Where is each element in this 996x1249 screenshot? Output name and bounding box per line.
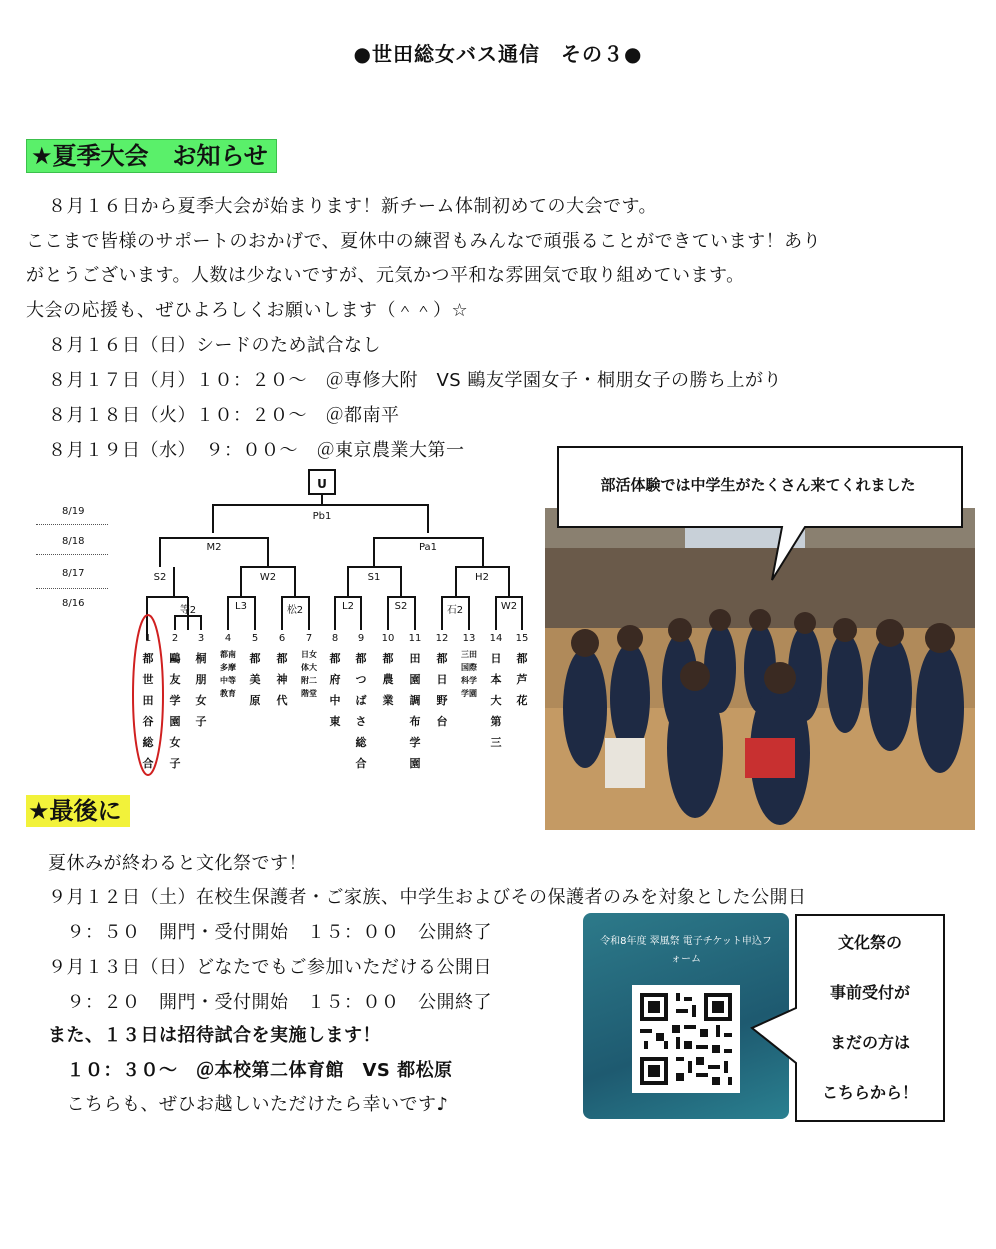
team-name: 都美原 <box>249 652 261 707</box>
body-line: １０：３０～ ＠本校第二体育館 VS 都松原 <box>48 1060 453 1081</box>
team-number: 15 <box>515 633 529 644</box>
team-number: 1 <box>144 633 152 644</box>
photo-caption: 部活体験では中学生がたくさん来てくれました <box>600 476 916 494</box>
photo-speech-bubble <box>550 445 970 590</box>
body-line: ９：５０ 開門・受付開始 １５：００ 公開終了 <box>48 922 492 943</box>
body-line: ここまで皆様のサポートのおかげで、夏休中の練習もみんなで頑張ることができています！あり <box>26 231 822 252</box>
team-name: 都日野台 <box>436 652 448 728</box>
newsletter-title: ●世田総女バス通信 その３● <box>353 42 643 66</box>
team-name: 日女体大附二階堂 <box>301 650 317 698</box>
bracket-date: 8/17 <box>62 568 85 579</box>
bracket-top-label: U <box>317 477 327 491</box>
festival-callout-text: 文化祭の 事前受付が まだの方は こちらから！ <box>821 933 918 1102</box>
schedule-line: ８月１７日（月）１０：２０～ ＠専修大附 VS 鷗友学園女子・桐朋女子の勝ち上がり <box>48 370 782 391</box>
team-number: 2 <box>171 633 179 644</box>
bracket-quarter-label: S2 <box>153 572 167 583</box>
body-line: 夏休みが終わると文化祭です！ <box>48 853 307 874</box>
body-line: 大会の応援も、ぜひよろしくお願いします（＾＾）☆ <box>26 300 469 321</box>
bracket-semi-label: M2 <box>206 542 222 553</box>
section-heading-finally: ★最後に <box>26 795 130 827</box>
team-name: 桐朋女子 <box>195 652 207 728</box>
bracket-r1-label: L2 <box>342 601 354 612</box>
qr-code[interactable] <box>632 985 740 1093</box>
bracket-quarter-label: S1 <box>367 572 381 583</box>
team-name: 田園調布学園 <box>409 652 421 770</box>
team-number: 5 <box>251 633 259 644</box>
body-line: ８月１６日から夏季大会が始まります！新チーム体制初めての大会です。 <box>48 196 658 217</box>
bracket-date: 8/18 <box>62 536 85 547</box>
team-name: 日本大第三 <box>490 652 502 749</box>
team-number: 13 <box>462 633 476 644</box>
bracket-r1-label: 等2 <box>179 605 197 616</box>
team-name: 都つばさ総合 <box>355 652 367 770</box>
team-number: 12 <box>435 633 449 644</box>
bracket-r1-label: L3 <box>235 601 247 612</box>
team-name: 三田国際科学学園 <box>461 650 477 698</box>
team-name: 都農業 <box>382 652 394 707</box>
team-number: 14 <box>489 633 503 644</box>
ticket-title: 令和8年度 翠風祭 電子チケット申込フ ォーム <box>600 936 772 965</box>
bracket-date: 8/16 <box>62 598 85 609</box>
team-number: 7 <box>305 633 313 644</box>
body-line: ９月１３日（日）どなたでもご参加いただける公開日 <box>48 957 492 978</box>
bracket-r1-label: 石2 <box>446 605 464 616</box>
team-name: 都世田谷総合 <box>142 652 154 770</box>
bracket-r1-label: W2 <box>500 601 518 612</box>
bracket-quarter-label: W2 <box>259 572 277 583</box>
bracket-r1-label: 松2 <box>286 605 304 616</box>
section-heading-summer: ★夏季大会 お知らせ <box>26 139 277 173</box>
qr-code-icon <box>632 985 740 1093</box>
body-line: がとうございます。人数は少ないですが、元気かつ平和な雰囲気で取り組めています。 <box>26 265 745 286</box>
team-name: 鷗友学園女子 <box>169 652 181 770</box>
bracket-date: 8/19 <box>62 506 85 517</box>
team-number: 6 <box>278 633 286 644</box>
team-number: 10 <box>381 633 395 644</box>
schedule-line: ８月１９日（水） ９：００～ ＠東京農業大第一 <box>48 440 465 461</box>
bracket-r1-label: S2 <box>394 601 408 612</box>
bracket-final-label: Pb1 <box>312 511 332 522</box>
team-name: 都南多摩中等教育 <box>220 650 236 698</box>
body-line: ９：２０ 開門・受付開始 １５：００ 公開終了 <box>48 992 492 1013</box>
body-line: こちらも、ぜひお越しいただけたら幸いです♪ <box>48 1094 449 1115</box>
team-number: 8 <box>331 633 339 644</box>
schedule-line: ８月１８日（火）１０：２０～ ＠都南平 <box>48 405 400 426</box>
bracket-semi-label: Pa1 <box>418 542 438 553</box>
team-name: 都府中東 <box>329 652 341 728</box>
body-line: ９月１２日（土）在校生保護者・ご家族、中学生およびその保護者のみを対象とした公開日 <box>48 887 807 908</box>
team-number: 11 <box>408 633 422 644</box>
schedule-line: ８月１６日（日）シードのため試合なし <box>48 335 381 356</box>
team-number: 4 <box>224 633 232 644</box>
body-line: また、１３日は招待試合を実施します！ <box>48 1025 381 1046</box>
team-name: 都神代 <box>276 652 288 707</box>
team-number: 9 <box>357 633 365 644</box>
team-number: 3 <box>197 633 205 644</box>
bracket-quarter-label: H2 <box>475 572 489 583</box>
team-name: 都芦花 <box>516 652 528 707</box>
